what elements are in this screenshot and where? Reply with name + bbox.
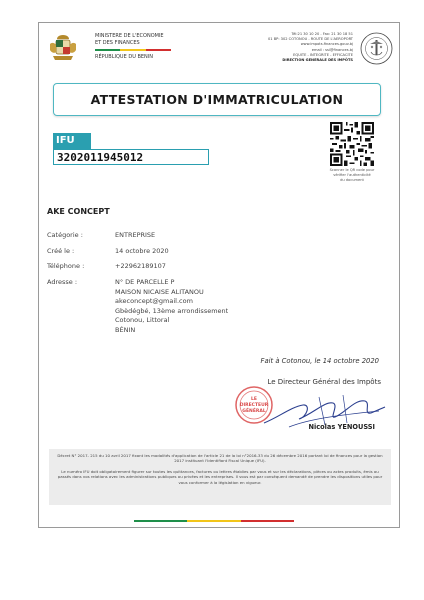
- phone-value: +22962189107: [115, 262, 166, 271]
- created-row: [47, 247, 228, 256]
- contact-line: www.impots.finances.gouv.bj: [300, 42, 353, 47]
- signer-name: Nicolas YENOUSSI: [308, 423, 375, 431]
- qr-caption: [321, 168, 383, 182]
- address-row: [47, 278, 228, 335]
- contact-line: EQUITE - INTEGRITE - EFFICACITE: [293, 52, 353, 57]
- address-line: Cotonou, Littoral: [115, 316, 170, 325]
- director-title: Le Directeur Général des Impôts: [267, 378, 381, 386]
- category-label: Catégorie :: [47, 231, 83, 239]
- company-name: AKE CONCEPT: [47, 207, 110, 216]
- contact-line: Tél:21 30 10 20 - Fax: 21 30 18 51: [291, 32, 353, 36]
- attestation-page: [38, 22, 400, 528]
- contact-line: 01 BP: 302 COTONOU - ROUTE DE L'AEROPORT: [267, 37, 353, 42]
- flag-stripe: [95, 49, 171, 51]
- stamp-text: GÉNÉRAL: [242, 409, 266, 414]
- phone-label: Téléphone :: [47, 262, 85, 271]
- category-value: ENTREPRISE: [115, 231, 156, 239]
- ministry-block: [95, 33, 171, 61]
- direction-label: DIRECTION GENERALE DES IMPÔTS: [282, 58, 353, 63]
- qr-caption-line: du document: [340, 177, 364, 182]
- category-row: [47, 231, 228, 240]
- ifu-number: 3202011945012: [53, 149, 209, 165]
- bottom-flag-stripe: [134, 520, 294, 522]
- created-label: Créé le :: [47, 246, 75, 255]
- contact-line: email : ssi@finances.bj: [311, 47, 353, 52]
- address-line: N° DE PARCELLE P: [115, 278, 175, 287]
- place-date: Fait à Cotonou, le 14 octobre 2020: [260, 357, 379, 365]
- address-line: Gbèdégbé, 13ème arrondissement: [115, 306, 229, 315]
- qr-code-icon: [330, 122, 374, 166]
- republic-label: RÉPUBLIQUE DU BENIN: [95, 54, 153, 60]
- qr-caption-line: Scanner le QR code pour: [329, 168, 375, 172]
- details-block: [47, 231, 228, 342]
- address-line: MAISON NICAISE ALITANOU: [115, 287, 204, 296]
- document-title: ATTESTATION D'IMMATRICULATION: [90, 92, 344, 107]
- ministry-line1: MINISTERE DE L'ECONOMIE: [95, 33, 164, 39]
- stamp-text: LE: [251, 397, 257, 402]
- address-line: akeconcept@gmail.com: [115, 297, 193, 306]
- stamp-text: DIRECTEUR: [239, 403, 269, 408]
- created-value: 14 octobre 2020: [115, 246, 169, 255]
- qr-caption-line: vérifier l'authenticité: [333, 172, 371, 177]
- address-label: Adresse :: [47, 278, 78, 287]
- legal-notice: [49, 449, 391, 505]
- dgi-seal-icon: [360, 32, 393, 65]
- ministry-line2: ET DES FINANCES: [95, 40, 140, 46]
- address-value: [115, 278, 228, 335]
- address-line: BÉNIN: [115, 325, 136, 334]
- phone-row: [47, 262, 228, 271]
- notice-paragraph: Le numéro IFU doit obligatoirement figurer sur toutes les quittances, factures ou lettres établies par vous et sur les déclarations, pièces ou actes produits, émis ou passés dans vos relations avec les administrations publiques ou privées et les entreprises. Il vous est par conséquent demandé de prendre les dispositions utiles pour vous conformer à la législation en vigueur.: [57, 468, 383, 485]
- coat-of-arms-icon: [47, 32, 79, 64]
- ifu-label: IFU: [53, 133, 91, 149]
- title-box: [53, 83, 381, 116]
- contact-block: [268, 32, 353, 63]
- notice-paragraph: Décret N° 2017- 215 du 10 avril 2017 fixant les modalités d'application de l'article 21 de la loi n°2016-33 du 26 décembre 2016 portant loi de finances pour la gestion 2017 instituant l'Identifiant Fiscal Unique (IFU).: [57, 453, 383, 464]
